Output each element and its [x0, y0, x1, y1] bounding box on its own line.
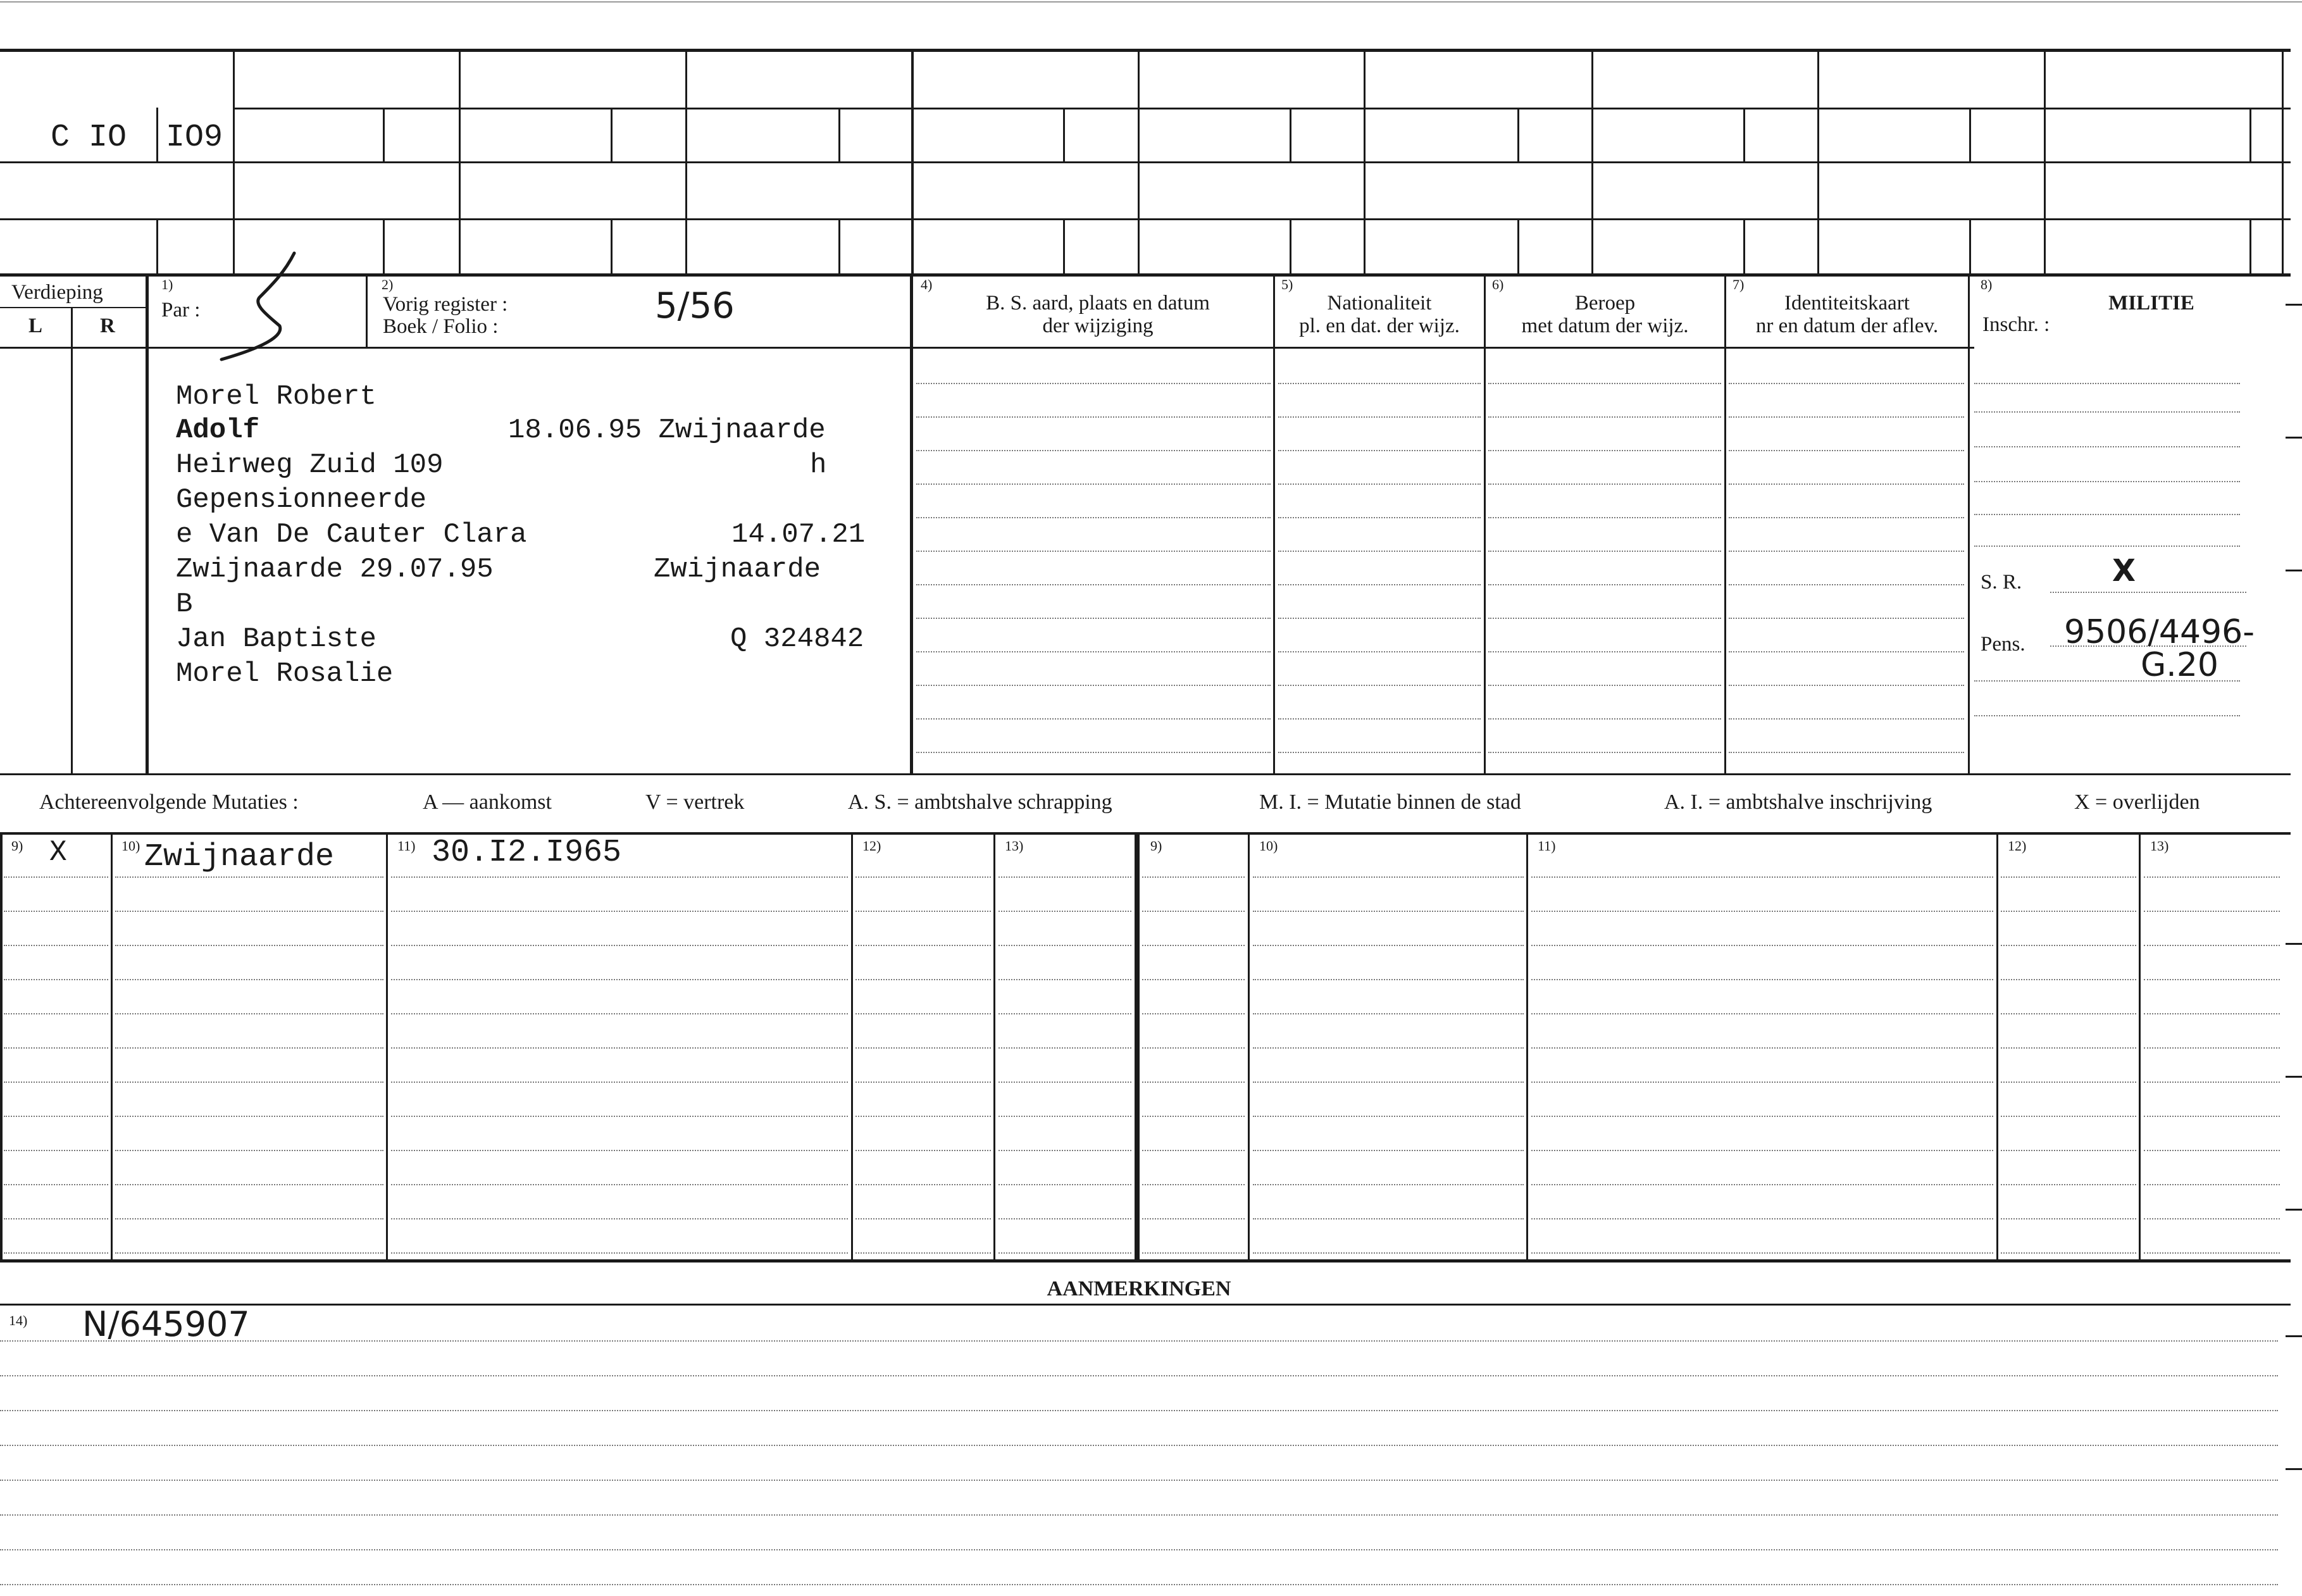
ruling-line [999, 876, 1131, 878]
ruling-line [115, 1218, 383, 1219]
id-number: Q 324842 [730, 623, 864, 655]
ruling-line [1488, 752, 1721, 753]
remarks-title: AANMERKINGEN [1047, 1277, 1231, 1300]
top-border [0, 49, 2291, 52]
ruling-line [999, 1150, 1131, 1151]
mut-left-col10-number: 10) [121, 838, 140, 854]
boek-folio-value: 5/56 [655, 285, 735, 327]
ruling-line [2001, 1082, 2136, 1083]
ruling-line [0, 1340, 2278, 1342]
ruling-line [2001, 945, 2136, 946]
ruling-line [391, 979, 848, 980]
ruling-line [1729, 685, 1964, 686]
ruling-line [115, 1047, 383, 1049]
ruling-line [855, 1116, 991, 1117]
ruling-line [1253, 945, 1524, 946]
ruling-line [1142, 1116, 1245, 1117]
ruling-line [999, 911, 1131, 912]
inschr-label: Inschr. : [1982, 313, 2050, 336]
ruling-line [1142, 1150, 1245, 1151]
ruling-line [4, 1184, 108, 1185]
ruling-line [2144, 1082, 2280, 1083]
ruling-line [1729, 483, 1964, 485]
sr-label: S. R. [1981, 571, 2022, 594]
legend-as: A. S. = ambtshalve schrapping [848, 790, 1112, 814]
ruling-line [2144, 911, 2280, 912]
ruling-line [1729, 618, 1964, 619]
ruling-line [916, 517, 1271, 518]
ruling-line [1729, 416, 1964, 418]
remarks-value: N/645907 [82, 1304, 250, 1344]
ruling-line [391, 1013, 848, 1014]
ruling-line [115, 1150, 383, 1151]
legend-x: X = overlijden [2074, 790, 2200, 814]
ruling-line [115, 1082, 383, 1083]
ruling-line [916, 685, 1271, 686]
boek-folio-label: Boek / Folio : [383, 315, 499, 338]
ruling-line [4, 1252, 108, 1254]
ruling-line [855, 1150, 991, 1151]
spouse-name: e Van De Cauter Clara [176, 519, 527, 551]
ruling-line [2144, 979, 2280, 980]
ruling-line [115, 911, 383, 912]
mut-right-col12-number: 12) [2008, 838, 2027, 854]
ruling-line [115, 1252, 383, 1254]
ruling-line [855, 1218, 991, 1219]
ruling-line [0, 1480, 2278, 1481]
ruling-line [916, 450, 1271, 451]
ruling-line [1531, 945, 1993, 946]
ruling-line [999, 1013, 1131, 1014]
ruling-line [391, 1116, 848, 1117]
ruling-line [1253, 1116, 1524, 1117]
ruling-line [1531, 911, 1993, 912]
ruling-line [855, 979, 991, 980]
ruling-line [391, 1082, 848, 1083]
ruling-line [1253, 1218, 1524, 1219]
ruling-line [115, 945, 383, 946]
ruling-line [391, 1047, 848, 1049]
ruling-line [1531, 1184, 1993, 1185]
r-label: R [100, 315, 115, 337]
ruling-line [916, 584, 1271, 585]
ruling-line [1531, 1116, 1993, 1117]
col5-header-line2: pl. en dat. der wijz. [1299, 315, 1460, 337]
ruling-line [4, 1047, 108, 1049]
col5-header-line1: Nationaliteit [1327, 292, 1432, 315]
ruling-line [1142, 945, 1245, 946]
col6-header-line1: Beroep [1574, 292, 1636, 315]
ruling-line [4, 1013, 108, 1014]
mutation-place: Zwijnaarde [144, 839, 335, 875]
ruling-line [1253, 1013, 1524, 1014]
ruling-line [1729, 584, 1964, 585]
ruling-line [2144, 1116, 2280, 1117]
profession: Gepensionneerde [176, 484, 427, 516]
ruling-line [391, 945, 848, 946]
mut-right-col11-number: 11) [1538, 838, 1556, 854]
ruling-line [2144, 1184, 2280, 1185]
col4-header-line1: B. S. aard, plaats en datum [986, 292, 1210, 315]
legend-a: A — aankomst [423, 790, 552, 814]
ruling-line [2001, 1150, 2136, 1151]
ruling-line [1253, 1082, 1524, 1083]
ruling-line [391, 911, 848, 912]
ruling-line [1488, 483, 1721, 485]
ruling-line [1253, 911, 1524, 912]
par-label: Par : [161, 299, 201, 321]
ruling-line [855, 911, 991, 912]
ruling-line [391, 1150, 848, 1151]
col7-header-line2: nr en datum der aflev. [1755, 315, 1939, 337]
ruling-line [1253, 1047, 1524, 1049]
ruling-line [2144, 1252, 2280, 1254]
ruling-line [391, 1252, 848, 1254]
ruling-line [1488, 383, 1721, 384]
ruling-line [855, 945, 991, 946]
ruling-line [1253, 1184, 1524, 1185]
ruling-line [0, 1445, 2278, 1446]
ruling-line [916, 651, 1271, 652]
ruling-line [1142, 979, 1245, 980]
ruling-line [2001, 979, 2136, 980]
mut-right-col9-number: 9) [1150, 838, 1162, 854]
ruling-line [1488, 685, 1721, 686]
mutation-date: 30.I2.I965 [432, 835, 622, 871]
ruling-line [115, 1013, 383, 1014]
ruling-line [1278, 685, 1481, 686]
ruling-line [2144, 945, 2280, 946]
vorig-register-label: Vorig register : [383, 293, 508, 316]
ruling-line [1278, 584, 1481, 585]
ruling-line [999, 1252, 1131, 1254]
ruling-line [4, 1082, 108, 1083]
person-firstname: Adolf [176, 415, 260, 446]
col5-number: 5) [1281, 277, 1293, 292]
ruling-line [1531, 1047, 1993, 1049]
ruling-line [1729, 551, 1964, 552]
remarks-number: 14) [9, 1312, 28, 1328]
ruling-line [4, 1218, 108, 1219]
ruling-line [1253, 979, 1524, 980]
ruling-line [1278, 383, 1481, 384]
mutation-type: X [49, 836, 67, 869]
ruling-line [2001, 876, 2136, 878]
ruling-line [4, 876, 108, 878]
ruling-line [115, 1184, 383, 1185]
ruling-line [2001, 1047, 2136, 1049]
ruling-line [1531, 1013, 1993, 1014]
ruling-line [1531, 1252, 1993, 1254]
ruling-line [391, 1218, 848, 1219]
ruling-line [1729, 651, 1964, 652]
pens-label: Pens. [1981, 633, 2025, 656]
ruling-line [999, 1082, 1131, 1083]
marriage-place2: Zwijnaarde [654, 554, 821, 585]
ruling-line [1488, 517, 1721, 518]
ruling-line [115, 979, 383, 980]
code-c-io: C IO [51, 120, 127, 156]
col6-number: 6) [1492, 277, 1504, 292]
ruling-line [0, 1549, 2278, 1550]
ruling-line [1531, 1150, 1993, 1151]
ruling-line [1729, 718, 1964, 720]
l-label: L [28, 315, 43, 337]
pens-value-line2: G.20 [2141, 646, 2218, 684]
ruling-line [1531, 979, 1993, 980]
ruling-line [1142, 1218, 1245, 1219]
ruling-line [1142, 1252, 1245, 1254]
code-109: IO9 [166, 120, 223, 156]
ruling-line [1488, 450, 1721, 451]
ruling-line [916, 752, 1271, 753]
ruling-line [916, 483, 1271, 485]
ruling-line [1729, 517, 1964, 518]
address: Heirweg Zuid 109 [176, 449, 444, 481]
ruling-line [1278, 517, 1481, 518]
col4-header-line2: der wijziging [1042, 315, 1154, 337]
ruling-line [2144, 1047, 2280, 1049]
legend-mi: M. I. = Mutatie binnen de stad [1259, 790, 1521, 814]
ruling-line [0, 1514, 2278, 1516]
legend-ai: A. I. = ambtshalve inschrijving [1664, 790, 1932, 814]
ruling-line [391, 1184, 848, 1185]
ruling-line [4, 911, 108, 912]
ruling-line [1531, 1218, 1993, 1219]
ruling-line [999, 1184, 1131, 1185]
ruling-line [916, 416, 1271, 418]
mut-right-col10-number: 10) [1259, 838, 1278, 854]
legend-v: V = vertrek [645, 790, 745, 814]
mut-left-col13-number: 13) [1005, 838, 1024, 854]
ruling-line [1142, 1184, 1245, 1185]
ruling-line [999, 945, 1131, 946]
ruling-line [2144, 1218, 2280, 1219]
ruling-line [2144, 1013, 2280, 1014]
ruling-line [1488, 416, 1721, 418]
mut-left-col12-number: 12) [862, 838, 881, 854]
ruling-line [999, 1116, 1131, 1117]
ruling-line [0, 1410, 2278, 1411]
ruling-line [999, 1218, 1131, 1219]
ruling-line [999, 979, 1131, 980]
ruling-line [1278, 551, 1481, 552]
ruling-line [855, 1047, 991, 1049]
ruling-line [4, 1116, 108, 1117]
ruling-line [1278, 450, 1481, 451]
ruling-line [2001, 1218, 2136, 1219]
mut-left-col9-number: 9) [11, 838, 23, 854]
ruling-line [855, 876, 991, 878]
ruling-line [1531, 1082, 1993, 1083]
col7-header-line1: Identiteitskaart [1784, 292, 1910, 315]
spouse-date: 14.07.21 [731, 519, 866, 551]
ruling-line [1278, 651, 1481, 652]
verdieping-label: Verdieping [11, 281, 103, 304]
mut-left-col11-number: 11) [397, 838, 416, 854]
ruling-line [4, 945, 108, 946]
ruling-line [4, 1150, 108, 1151]
ruling-line [1142, 1013, 1245, 1014]
col1-number: 1) [161, 277, 173, 292]
ruling-line [1278, 718, 1481, 720]
ruling-line [1142, 1082, 1245, 1083]
ruling-line [1488, 618, 1721, 619]
ruling-line [1488, 718, 1721, 720]
col7-number: 7) [1733, 277, 1745, 292]
ruling-line [1278, 618, 1481, 619]
ruling-line [1278, 416, 1481, 418]
mutations-top-line [0, 832, 2291, 835]
mutations-bottom-line [0, 1259, 2291, 1262]
ruling-line [1531, 876, 1993, 878]
mother-name: Morel Rosalie [176, 658, 394, 690]
ruling-line [2144, 876, 2280, 878]
ruling-line [855, 1184, 991, 1185]
ruling-line [1488, 584, 1721, 585]
ruling-line [1729, 383, 1964, 384]
ruling-line [1488, 551, 1721, 552]
mut-right-col13-number: 13) [2150, 838, 2169, 854]
ruling-line [2001, 1013, 2136, 1014]
col4-number: 4) [921, 277, 933, 292]
ruling-line [855, 1082, 991, 1083]
birth-date-place: 18.06.95 Zwijnaarde [508, 415, 826, 446]
pens-value-line1: 9506/4496- [2064, 613, 2255, 651]
col8-number: 8) [1981, 277, 1993, 292]
militie-title: MILITIE [2108, 292, 2194, 315]
ruling-line [391, 876, 848, 878]
ruling-line [1142, 1047, 1245, 1049]
col2-number: 2) [382, 277, 394, 292]
marriage-place-date: Zwijnaarde 29.07.95 [176, 554, 494, 585]
ruling-line [115, 1116, 383, 1117]
ruling-line [1253, 1150, 1524, 1151]
ruling-line [1142, 876, 1245, 878]
address-h: h [810, 449, 827, 481]
ruling-line [916, 618, 1271, 619]
ruling-line [916, 718, 1271, 720]
ruling-line [2001, 1184, 2136, 1185]
legend-title: Achtereenvolgende Mutaties : [39, 790, 299, 814]
ruling-line [4, 979, 108, 980]
ruling-line [0, 1584, 2278, 1585]
ruling-line [1253, 1252, 1524, 1254]
ruling-line [999, 1047, 1131, 1049]
ruling-line [1278, 483, 1481, 485]
ruling-line [1142, 911, 1245, 912]
ruling-line [855, 1252, 991, 1254]
ruling-line [1729, 450, 1964, 451]
father-name: Jan Baptiste [176, 623, 376, 655]
ruling-line [855, 1013, 991, 1014]
ruling-line [2144, 1150, 2280, 1151]
ruling-line [1253, 876, 1524, 878]
ruling-line [2001, 1116, 2136, 1117]
ruling-line [1488, 651, 1721, 652]
ruling-line [2001, 911, 2136, 912]
ruling-line [0, 1375, 2278, 1376]
ruling-line [1729, 752, 1964, 753]
person-name: Morel Robert [176, 381, 376, 413]
ruling-line [2001, 1252, 2136, 1254]
ruling-line [916, 383, 1271, 384]
sr-value: X [2112, 553, 2136, 589]
ruling-line [115, 876, 383, 878]
ruling-line [1278, 752, 1481, 753]
nationality-code: B [176, 589, 193, 620]
ruling-line [916, 551, 1271, 552]
col6-header-line2: met datum der wijz. [1521, 315, 1689, 337]
par-handwritten-mark [209, 247, 304, 367]
